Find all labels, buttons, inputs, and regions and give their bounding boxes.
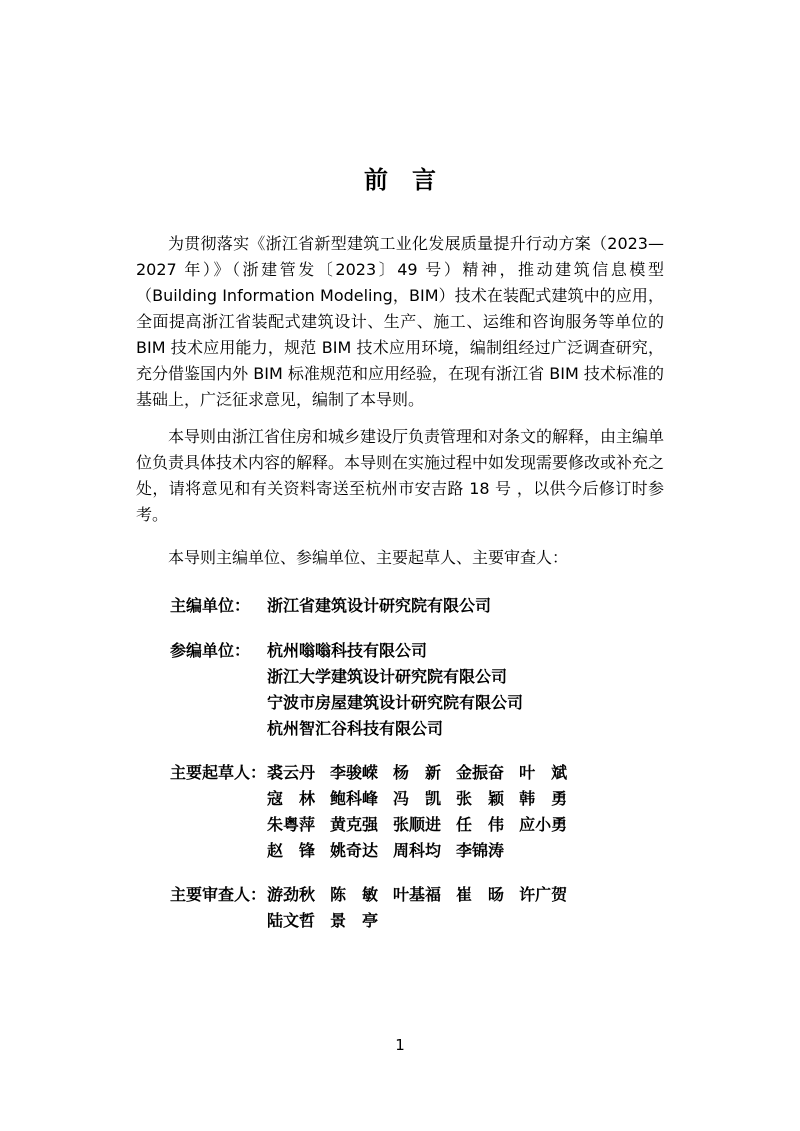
drafter-name: 李骏嵘 xyxy=(330,763,379,782)
co-editors-section xyxy=(136,638,664,742)
reviewer-name: 陆文哲 xyxy=(267,911,316,930)
drafter-name: 金振奋 xyxy=(456,763,505,782)
reviewer-name: 叶基福 xyxy=(393,885,442,904)
drafter-name: 黄克强 xyxy=(330,815,379,834)
reviewer-name: 陈 敏 xyxy=(330,885,379,904)
co-editors-row xyxy=(170,638,664,742)
drafter-name-row xyxy=(267,786,664,812)
drafter-name: 寇 林 xyxy=(267,789,316,808)
reviewer-name: 崔 旸 xyxy=(456,885,505,904)
chief-editor-label: 主编单位： xyxy=(170,596,251,615)
reviewers-label: 主要审查人： xyxy=(170,885,267,904)
drafter-name: 张 颖 xyxy=(456,789,505,808)
drafter-name: 朱粤萍 xyxy=(267,815,316,834)
drafter-name: 李锦涛 xyxy=(456,841,505,860)
drafters-section xyxy=(136,760,664,864)
page-title: 前 言 xyxy=(364,166,436,194)
page-number: 1 xyxy=(395,1036,405,1054)
drafter-name: 杨 新 xyxy=(393,763,442,782)
organization-name: 杭州嗡嗡科技有限公司 xyxy=(267,641,428,660)
paragraph-credits-intro: 本导则主编单位、参编单位、主要起草人、主要审查人： xyxy=(168,548,569,567)
reviewers-row xyxy=(170,882,664,934)
reviewer-name-row xyxy=(267,908,664,934)
page-content xyxy=(136,0,664,934)
drafter-name: 冯 凯 xyxy=(393,789,442,808)
drafter-name: 韩 勇 xyxy=(519,789,568,808)
reviewers-section xyxy=(136,882,664,934)
drafter-name: 应小勇 xyxy=(519,815,568,834)
drafter-name: 张顺进 xyxy=(393,815,442,834)
drafter-name-row xyxy=(267,760,664,786)
chief-editor-values xyxy=(267,593,664,619)
paragraph-intro: 为贯彻落实《浙江省新型建筑工业化发展质量提升行动方案（2023—2027 年）》（浙建管发〔2023〕49 号）精神，推动建筑信息模型（Building Information Modeling，BIM）技术在装配式建筑中的应用，全面提高浙江省装配式建筑设计、生产、施工、运维和咨询服务等单位的 BIM 技术应用能力，规范 BIM 技术应用环境，编制组经过广泛调查研究，充分借鉴国内外 BIM 标准规范和应用经验，在现有浙江省 BIM 技术标准的基础上，广泛征求意见，编制了本导则。 xyxy=(136,234,664,409)
reviewer-name: 游劲秋 xyxy=(267,885,316,904)
chief-editor-row xyxy=(170,593,664,619)
reviewer-name: 许广贺 xyxy=(519,885,568,904)
organization-name: 浙江省建筑设计研究院有限公司 xyxy=(267,596,492,615)
organization-name: 宁波市房屋建筑设计研究院有限公司 xyxy=(267,693,524,712)
drafter-name: 叶 斌 xyxy=(519,763,568,782)
organization-name: 浙江大学建筑设计研究院有限公司 xyxy=(267,667,508,686)
drafters-row xyxy=(170,760,664,864)
drafter-name-row xyxy=(267,838,664,864)
paragraph-management: 本导则由浙江省住房和城乡建设厅负责管理和对条文的解释，由主编单位负责具体技术内容的解释。本导则在实施过程中如发现需要修改或补充之处，请将意见和有关资料寄送至杭州市安吉路 18 号 ，以供今后修订时参考。 xyxy=(136,427,665,524)
drafter-name: 赵 锋 xyxy=(267,841,316,860)
drafter-name: 任 伟 xyxy=(456,815,505,834)
drafter-name: 周科均 xyxy=(393,841,442,860)
chief-editor-section xyxy=(136,593,664,619)
reviewer-name: 景 亭 xyxy=(330,911,379,930)
drafter-name: 姚奇达 xyxy=(330,841,379,860)
reviewers-values xyxy=(267,882,664,934)
drafter-name: 裘云丹 xyxy=(267,763,316,782)
drafter-name: 鲍科峰 xyxy=(330,789,379,808)
co-editors-label: 参编单位： xyxy=(170,641,251,660)
drafter-name-row xyxy=(267,812,664,838)
drafters-values xyxy=(267,760,664,864)
reviewer-name-row xyxy=(267,882,664,908)
co-editors-values xyxy=(267,638,664,742)
drafters-label: 主要起草人： xyxy=(170,763,267,782)
organization-name: 杭州智汇谷科技有限公司 xyxy=(267,719,444,738)
